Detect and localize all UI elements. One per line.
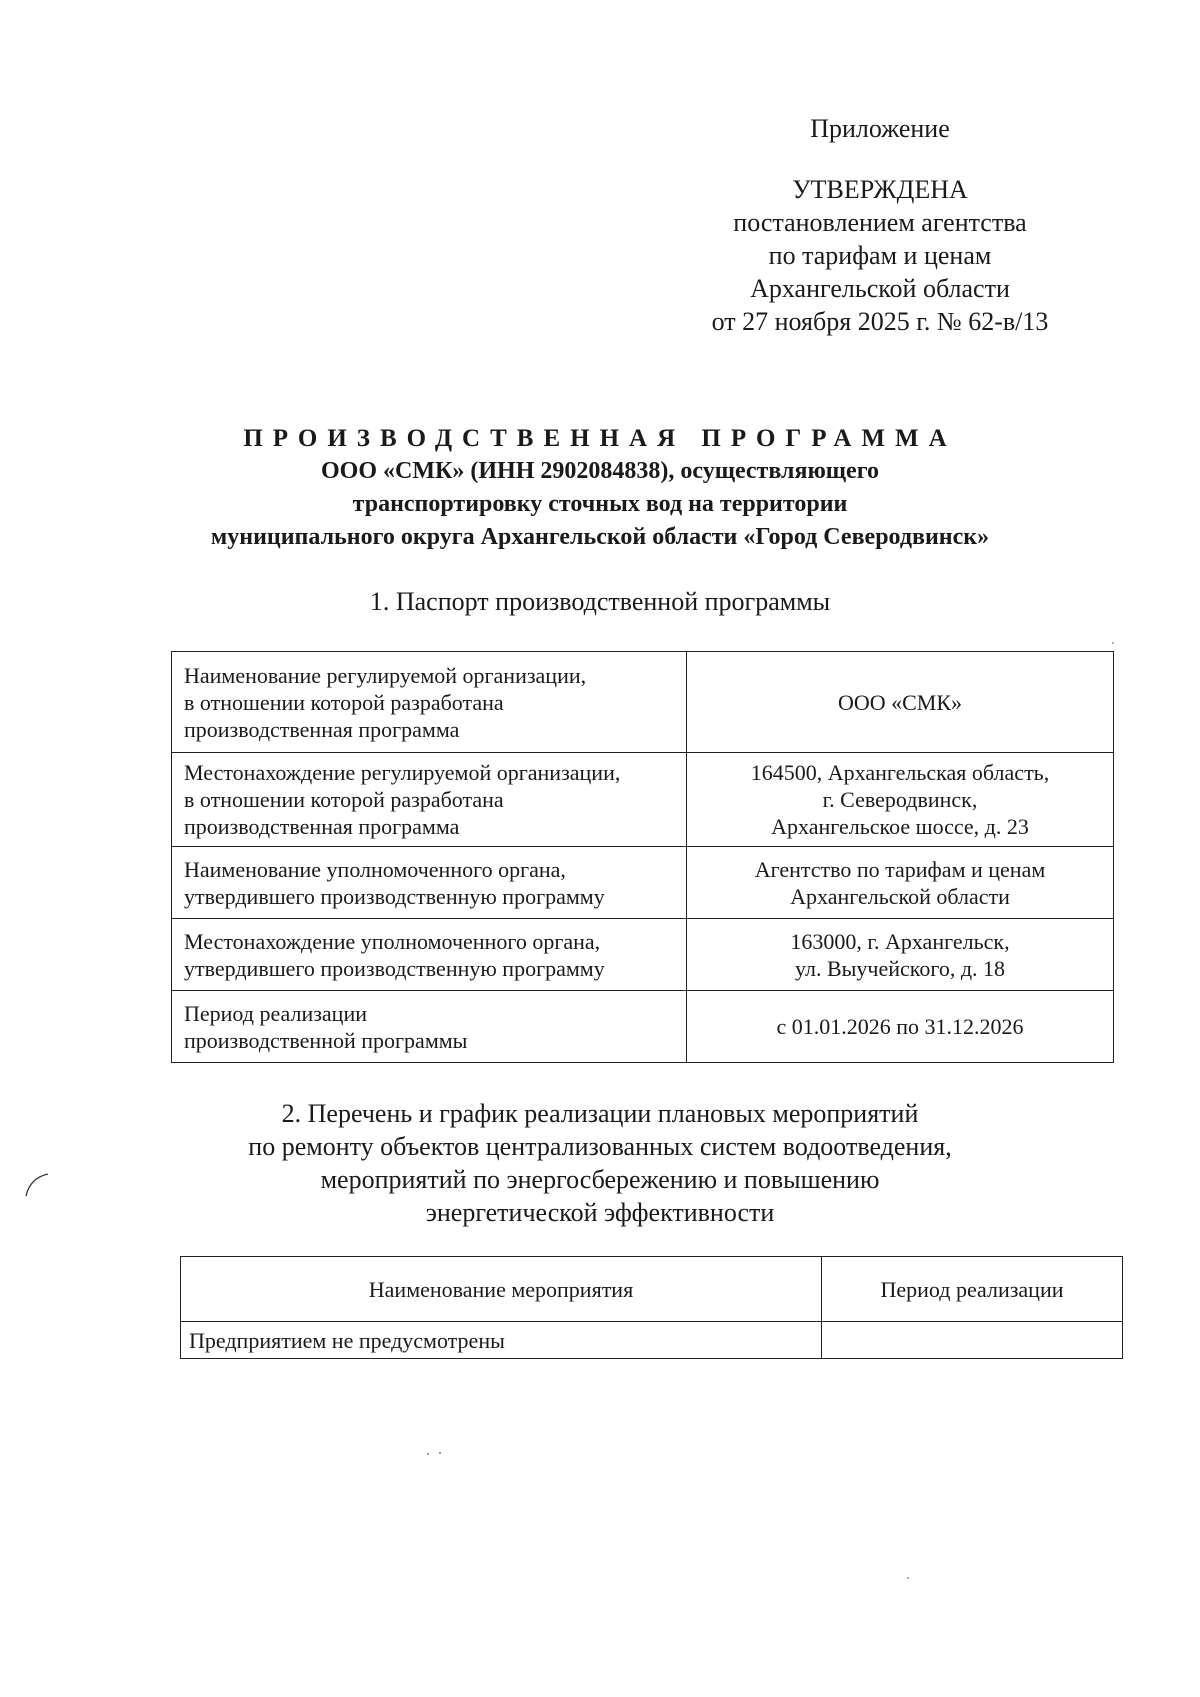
title-heading: ПРОИЗВОДСТВЕННАЯ ПРОГРАММА	[243, 425, 957, 452]
column-header: Наименование мероприятия	[181, 1257, 822, 1322]
approval-line: Архангельской области	[750, 274, 1010, 303]
column-header: Период реализации	[822, 1257, 1123, 1322]
table-row	[172, 991, 1114, 1063]
activities-table	[180, 1256, 1123, 1359]
cell-line: производственной программы	[184, 1027, 468, 1053]
title-line: транспортировку сточных вод на территории	[352, 491, 848, 517]
approval-line: постановлением агентства	[733, 208, 1027, 237]
cell-line: г. Северодвинск,	[822, 787, 978, 812]
passport-value	[687, 753, 1114, 847]
passport-label	[172, 753, 687, 847]
approval-line: УТВЕРЖДЕНА	[792, 175, 968, 204]
table-row	[172, 753, 1114, 847]
approval-line: от 27 ноября 2025 г. № 62-в/13	[711, 307, 1049, 336]
passport-label	[172, 991, 687, 1063]
scan-mark	[1110, 640, 1120, 650]
heading-line: по ремонту объектов централизованных систем водоотведения,	[248, 1132, 952, 1161]
cell-line: Агентство по тарифам и ценам	[754, 856, 1046, 882]
table-row	[181, 1322, 1123, 1359]
activity-name-cell: Предприятием не предусмотрены	[181, 1322, 822, 1359]
heading-line: энергетической эффективности	[425, 1198, 775, 1227]
heading-line: 2. Перечень и график реализации плановых мероприятий	[281, 1099, 919, 1128]
cell-line: Архангельской области	[790, 883, 1010, 909]
section-2-heading	[100, 1097, 1100, 1229]
passport-label	[172, 652, 687, 753]
document-title	[100, 422, 1100, 554]
table-row	[172, 847, 1114, 919]
passport-value	[687, 652, 1114, 753]
cell-line: 163000, г. Архангельск,	[790, 928, 1010, 954]
cell-line: Период реализации	[184, 1000, 368, 1026]
scan-mark	[22, 1170, 52, 1200]
title-line: муниципального округа Архангельской области «Город Северодвинск»	[210, 524, 990, 550]
passport-table	[171, 651, 1114, 1063]
passport-label	[172, 847, 687, 919]
activity-period-cell	[822, 1322, 1123, 1359]
passport-value	[687, 919, 1114, 991]
cell-line: с 01.01.2026 по 31.12.2026	[776, 1014, 1024, 1039]
passport-value	[687, 847, 1114, 919]
passport-value	[687, 991, 1114, 1063]
table-header-row	[181, 1257, 1123, 1322]
cell-line: Местонахождение регулируемой организации,	[184, 760, 621, 785]
cell-line: 164500, Архангельская область,	[750, 760, 1050, 785]
cell-line: в отношении которой разработана	[184, 787, 504, 812]
scan-mark	[905, 1575, 915, 1585]
cell-line: ул. Выучейского, д. 18	[794, 955, 1006, 981]
approval-line: по тарифам и ценам	[768, 241, 992, 270]
cell-line: Архангельское шоссе, д. 23	[771, 814, 1029, 839]
cell-line: производственная программа	[184, 814, 460, 839]
heading-line: мероприятий по энергосбережению и повышению	[320, 1165, 880, 1194]
title-line: ООО «СМК» (ИНН 2902084838), осуществляющего	[320, 458, 879, 484]
cell-line: утвердившего производственную программу	[184, 883, 605, 909]
cell-line: производственная программа	[184, 716, 460, 742]
table-row	[172, 652, 1114, 753]
cell-line: в отношении которой разработана	[184, 689, 504, 715]
passport-label	[172, 919, 687, 991]
appendix-label: Приложение	[810, 114, 950, 143]
cell-line: утвердившего производственную программу	[184, 955, 605, 981]
approval-block	[680, 112, 1080, 338]
cell-line: Местонахождение уполномоченного органа,	[184, 928, 601, 954]
section-1-heading: 1. Паспорт производственной программы	[369, 587, 831, 616]
cell-line: Наименование уполномоченного органа,	[184, 856, 566, 882]
cell-line: Наименование регулируемой организации,	[184, 662, 587, 688]
table-row	[172, 919, 1114, 991]
cell-line: ООО «СМК»	[837, 689, 963, 715]
scan-mark	[425, 1450, 455, 1460]
